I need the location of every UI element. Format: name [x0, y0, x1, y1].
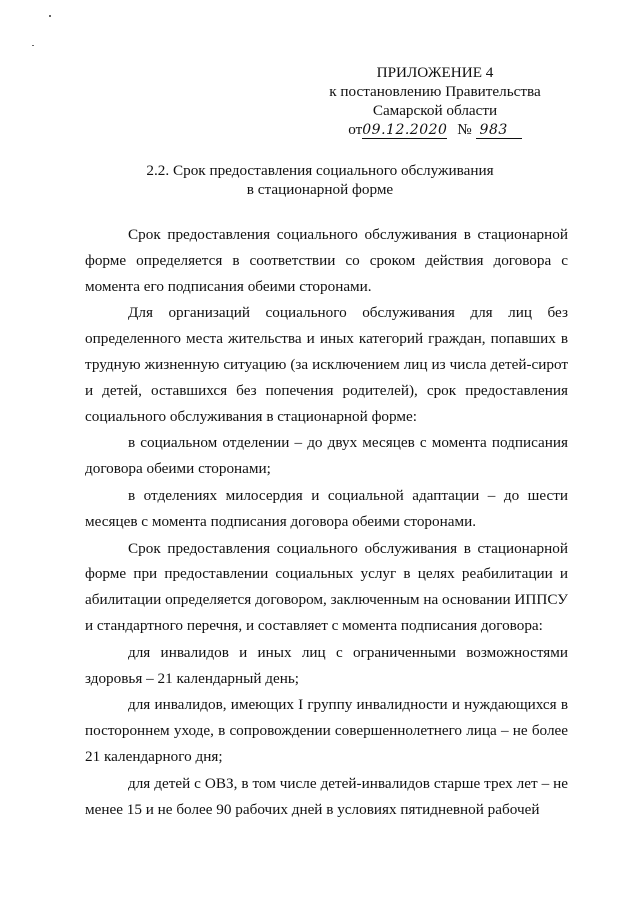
scan-speck: [49, 15, 51, 17]
paragraph: Срок предоставления социального обслуживания в стационарной форме при предоставлении социальных услуг в целях реабилитации и абилитации определяется договором, заключенным на основании ИППСУ и стандартного перечня, и составляет с момента подписания договора:: [85, 539, 568, 634]
paragraph: в социальном отделении – до двух месяцев с момента подписания договора обеими сторонами;: [85, 434, 568, 478]
paragraph: для инвалидов и иных лиц с ограниченными возможностями здоровья – 21 календарный день;: [85, 643, 568, 687]
paragraph: в отделениях милосердия и социальной адаптации – до шести месяцев с момента подписания договора обеими сторонами.: [85, 486, 568, 530]
number-prefix: №: [457, 121, 472, 138]
appendix-region-line: Самарской области: [372, 102, 498, 119]
section-title: [90, 161, 550, 199]
appendix-title: ПРИЛОЖЕНИЕ 4: [376, 64, 494, 81]
paragraph: для детей с ОВЗ, в том числе детей-инвалидов старше трех лет – не менее 15 и не более 90 рабочих дней в условиях пятидневной рабочей: [85, 774, 568, 818]
handwritten-number: 983: [476, 122, 522, 139]
paragraph: Для организаций социального обслуживания для лиц без определенного места жительства и иных категорий граждан, попавших в трудную жизненную ситуацию (за исключением лиц из числа детей-сирот и детей, оставшихся без попечения родителей), срок предоставления социального обслуживания в стационарной форме:: [85, 304, 568, 425]
section-title-line-2: в стационарной форме: [246, 181, 394, 198]
appendix-header: [310, 63, 560, 140]
appendix-date-line: [310, 120, 560, 140]
handwritten-date: 09.12.2020: [362, 122, 448, 138]
paragraph: Срок предоставления социального обслуживания в стационарной форме определяется в соответствии со сроком действия договора с момента его подписания обеими сторонами.: [85, 226, 568, 295]
paragraph: для инвалидов, имеющих I группу инвалидности и нуждающихся в постороннем уходе, в сопровождении совершеннолетнего лица – не более 21 календарного дня;: [85, 696, 568, 765]
scan-speck: [32, 45, 34, 46]
section-title-line-1: 2.2. Срок предоставления социального обслуживания: [146, 162, 494, 179]
date-prefix: от: [348, 121, 363, 138]
appendix-resolution-line: к постановлению Правительства: [329, 83, 541, 100]
document-body: [85, 222, 568, 822]
